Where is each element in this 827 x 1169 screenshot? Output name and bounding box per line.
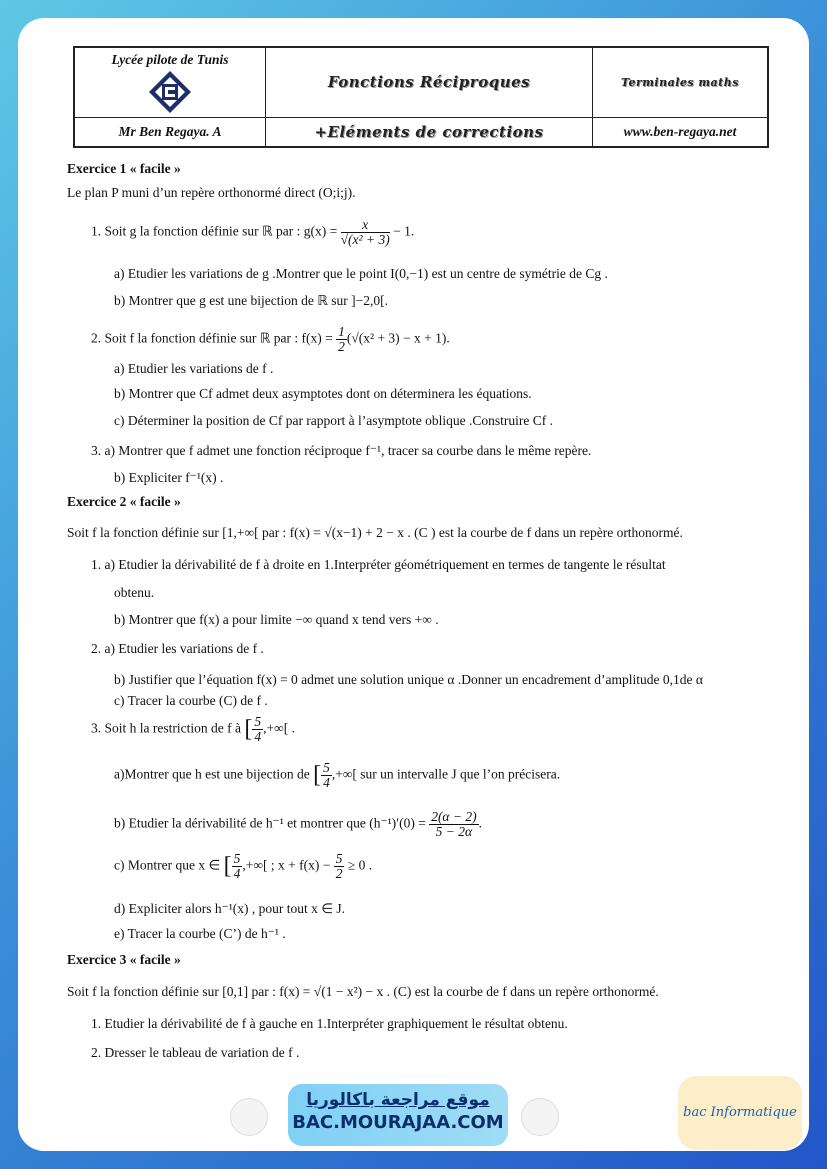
ex2-q3c-num1: 5 [233,851,241,866]
school-cell [74,47,266,117]
ex3-q1: 1. Etudier la dérivabilité de f à gauche en 1.Interpréter graphiquement le résultat obtenu. [91,1016,568,1031]
ex1-q1a: a) Etudier les variations de g .Montrer que le point I(0,−1) est un centre de symétrie de Cg . [114,266,608,281]
author: Mr Ben Regaya. A [118,123,222,139]
ex2-q3 [91,715,295,744]
school-logo-icon [148,70,192,114]
ex2-q3b-text: b) Etudier la dérivabilité de h⁻¹ et montrer que (h⁻¹)′(0) = [114,815,426,831]
ex1-q2b: b) Montrer que Cf admet deux asymptotes dont on déterminera les équations. [114,386,532,401]
ex2-q3c-num2: 5 [335,851,343,866]
ex2-q3e: e) Tracer la courbe (C’) de h⁻¹ . [114,926,286,941]
ex1-q1-fraction [341,218,390,247]
ex1-heading: Exercice 1 « facile » [67,161,181,176]
ex2-q3c-den2: 2 [335,866,343,881]
ex2-q3a-num: 5 [323,760,330,775]
ex1-q1-text: 1. Soit g la fonction définie sur ℝ par : g(x) = [91,223,338,239]
ex3-intro: Soit f la fonction définie sur [0,1] par : f(x) = √(1 − x²) − x . (C) est la courbe de f dans un repère orthonormé. [67,984,659,999]
ex2-q3a-den: 4 [323,775,330,790]
ex2-q3a-end: ,+∞[ sur un intervalle J que l’on précisera. [331,766,561,782]
ex2-q1a: 1. a) Etudier la dérivabilité de f à droite en 1.Interpréter géométriquement en termes de tangente le résultat [91,557,666,572]
website-cell [593,117,769,147]
footer-site-link[interactable]: BAC.MOURAJAA.COM [292,1112,504,1133]
ex2-heading: Exercice 2 « facile » [67,494,181,509]
ex2-q2b: b) Justifier que l’équation f(x) = 0 admet une solution unique α .Donner un encadrement d’amplitude 0,1de α [114,672,703,687]
ex2-q3c: c) Montrer que x ∈ [ $\frac{5}{4}$ ,+∞[ ; x + f(x) − $\frac{5}{2}$ ≥ 0 . [114,851,373,881]
ex2-q3-bracket: [ [244,716,253,742]
ex2-q3b-fraction [429,810,478,839]
ex2-q3-end: ,+∞[ . [263,720,295,736]
document-page [18,18,809,1151]
ex2-q3b-end: . [478,815,482,831]
ex1-q1 [91,218,414,247]
footer-arabic-text: موقع مراجعة باكالوريا [306,1090,490,1110]
ex2-q3-text: 3. Soit h la restriction de f à [91,720,241,736]
footer-site-badge[interactable] [288,1084,508,1146]
bac-informatique-badge: bac Informatique [678,1076,802,1150]
ex2-q3c-end: ≥ 0 . [344,857,373,873]
doc-subtitle: +Eléments de corrections [314,122,544,141]
ex1-intro: Le plan P muni d’un repère orthonormé direct (O;i;j). [67,185,356,200]
ex2-q3a-fraction [321,761,332,790]
ex2-q1a-cont: obtenu. [114,585,155,600]
ex2-q3a-text: a)Montrer que h est une bijection de [114,766,310,782]
ex1-q2-end: (√(x² + 3) − x + 1). [346,330,450,346]
ex2-q3b [114,810,482,839]
ex2-q3d: d) Expliciter alors h⁻¹(x) , pour tout x ∈ J. [114,901,346,916]
ex1-q2c: c) Déterminer la position de Cf par rapport à l’asymptote oblique .Construire Cf . [114,413,554,428]
title-cell [266,47,593,117]
ex1-q2-num: 1 [338,324,345,339]
ex2-q3-den: 4 [254,729,262,744]
level-cell [593,47,769,117]
ex1-q2a: a) Etudier les variations de f . [114,361,274,376]
ex1-q2-fraction [336,325,347,354]
ex1-q1b: b) Montrer que g est une bijection de ℝ sur ]−2,0[. [114,293,388,308]
ex2-q3-num: 5 [254,714,262,729]
ex2-intro: Soit f la fonction définie sur [1,+∞[ par : f(x) = √(x−1) + 2 − x . (C ) est la courbe de f dans un repère orthonormé. [67,525,683,540]
header-table [73,46,769,148]
doc-title: Fonctions Réciproques [327,73,531,92]
ex1-q1-end: − 1. [389,223,415,239]
author-cell [74,117,266,147]
ex1-q3b: b) Expliciter f⁻¹(x) . [114,470,224,485]
ex2-q3c-fraction1 [232,852,243,881]
ex2-q3c-text: c) Montrer que x ∈ [114,857,221,873]
footer-logo-left-icon [230,1098,268,1136]
ex1-q1-num: x [341,218,390,233]
ex3-q2: 2. Dresser le tableau de variation de f . [91,1045,300,1060]
footer-logo-right-icon [521,1098,559,1136]
ex2-q1b: b) Montrer que f(x) a pour limite −∞ quand x tend vers +∞ . [114,612,439,627]
ex1-q3a: 3. a) Montrer que f admet une fonction réciproque f⁻¹, tracer sa courbe dans le même repère. [91,443,592,458]
ex2-q3c-den1: 4 [233,866,241,881]
ex2-q3b-num: 2(α − 2) [431,809,477,824]
ex2-q2a: 2. a) Etudier les variations de f . [91,641,264,656]
ex1-q2 [91,325,450,354]
doc-level: Terminales maths [621,76,739,90]
ex2-q3c-fraction2 [334,852,345,881]
ex3-heading: Exercice 3 « facile » [67,952,181,967]
ex1-q2-den: 2 [338,339,345,354]
ex1-q1-den: √(x² + 3) [340,232,390,247]
website: www.ben-regaya.net [623,123,737,139]
ex2-q3b-den: 5 − 2α [435,824,473,839]
ex2-q3c-mid: ,+∞[ ; x + f(x) − [242,857,331,873]
school-name: Lycée pilote de Tunis [111,52,229,67]
ex2-q3-fraction [252,715,263,744]
subtitle-cell [266,117,593,147]
ex2-q2c: c) Tracer la courbe (C) de f . [114,693,268,708]
ex1-q2-text: 2. Soit f la fonction définie sur ℝ par : f(x) = [91,330,333,346]
ex2-q3a: a)Montrer que h est une bijection de [ $\frac{5}{4}$ ,+∞[ sur un intervalle J que l’on précisera. [114,760,561,790]
